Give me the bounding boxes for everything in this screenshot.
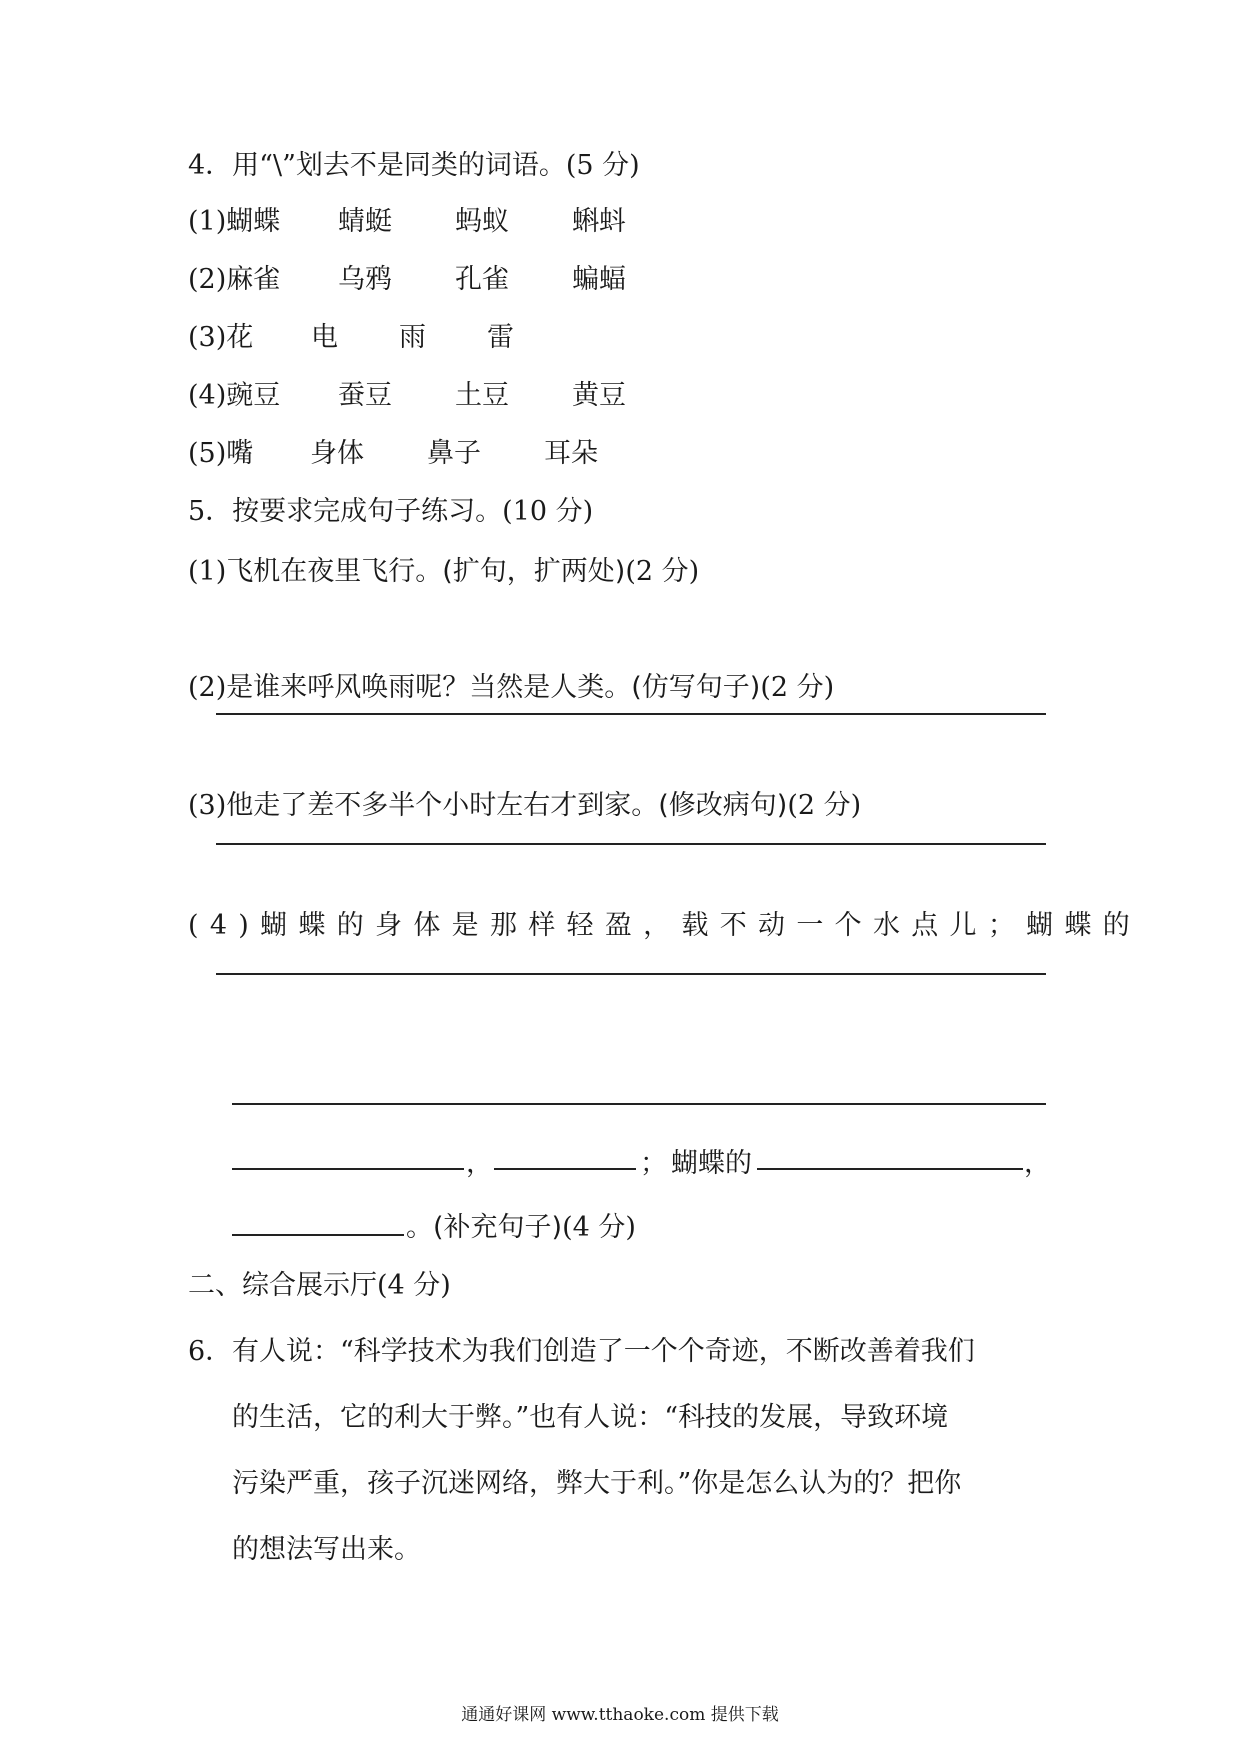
q4-row-4 (188, 376, 689, 416)
q4-word: 黄豆 (572, 380, 626, 411)
score: (2 分) (625, 556, 700, 587)
q4-word: 乌鸦 (338, 264, 392, 295)
q4-word: 蚂蚁 (455, 206, 509, 237)
q4-row-5 (188, 434, 661, 474)
semicolon: ； (640, 1148, 667, 1179)
q4-word: 雨 (399, 322, 426, 353)
q4-word: 蚕豆 (338, 380, 392, 411)
q6-line: 的想法写出来。 (232, 1534, 421, 1565)
q4-word: 蝌蚪 (572, 206, 626, 237)
q4-word: 土豆 (455, 380, 509, 411)
q4-word: (1)蝴蝶 (188, 206, 281, 237)
q6-line: 的生活，它的利大于弊。”也有人说：“科技的发展，导致环境 (232, 1402, 949, 1433)
q5-title: 5．按要求完成句子练习。(10 分) (188, 496, 594, 527)
q4-word: (4)豌豆 (188, 380, 281, 411)
q4-word: 孔雀 (455, 264, 509, 295)
q5-sentence-4-end (406, 1208, 636, 1248)
q6-number: 6． (188, 1336, 233, 1367)
q6-line: 污染严重，孩子沉迷网络，弊大于利。”你是怎么认为的？把你 (232, 1468, 962, 1499)
blank-line[interactable] (232, 1168, 464, 1170)
sentence-text: (1)飞机在夜里飞行。 (188, 556, 443, 587)
score: (4 分) (562, 1212, 636, 1243)
q4-word: (5)嘴 (188, 438, 254, 469)
score: (2 分) (760, 672, 835, 703)
q4-row-2 (188, 260, 689, 300)
q4-word: (2)麻雀 (188, 264, 281, 295)
blank-line[interactable] (494, 1168, 636, 1170)
sentence-text: 蝴蝶的 (671, 1148, 752, 1179)
comma: ， (1024, 1148, 1051, 1179)
q5-sentence-2 (188, 668, 834, 708)
q4-row-1 (188, 202, 689, 242)
q6-line: 有人说：“科学技术为我们创造了一个个奇迹，不断改善着我们 (232, 1336, 975, 1367)
q4-word: (3)花 (188, 322, 254, 353)
q4-word: 蜻蜓 (338, 206, 392, 237)
answer-line[interactable] (232, 1103, 1046, 1105)
score: (2 分) (787, 790, 862, 821)
blank-line[interactable] (757, 1168, 1023, 1170)
q5-sentence-1 (188, 552, 699, 592)
answer-line[interactable] (216, 973, 1046, 975)
sentence-text: (3)他走了差不多半个小时左右才到家。 (188, 790, 659, 821)
task-note: (仿写句子) (631, 672, 761, 703)
q5-sentence-3 (188, 786, 861, 826)
task-note: (修改病句) (658, 790, 788, 821)
q5-sentence-4: (4)蝴蝶的身体是那样轻盈，载不动一个水点儿；蝴蝶的 (188, 910, 1142, 941)
answer-line[interactable] (216, 713, 1046, 715)
period: 。 (406, 1212, 433, 1243)
q4-title: 4．用“\”划去不是同类的词语。(5 分) (188, 150, 640, 181)
q4-word: 蝙蝠 (572, 264, 626, 295)
q4-word: 身体 (310, 438, 364, 469)
task-note: (扩句，扩两处) (442, 556, 626, 587)
section-title: 二、综合展示厅(4 分) (188, 1270, 451, 1301)
q4-row-3 (188, 318, 575, 358)
blank-line[interactable] (232, 1234, 404, 1236)
q4-word: 电 (311, 322, 338, 353)
sentence-text: (2)是谁来呼风唤雨呢？当然是人类。 (188, 672, 632, 703)
q4-word: 耳朵 (544, 438, 598, 469)
q4-word: 鼻子 (427, 438, 481, 469)
q4-word: 雷 (487, 322, 514, 353)
page-footer: 通通好课网 www.tthaoke.com 提供下载 (461, 1705, 779, 1725)
task-note: (补充句子) (433, 1212, 563, 1243)
comma: ， (466, 1148, 493, 1179)
answer-line[interactable] (216, 843, 1046, 845)
